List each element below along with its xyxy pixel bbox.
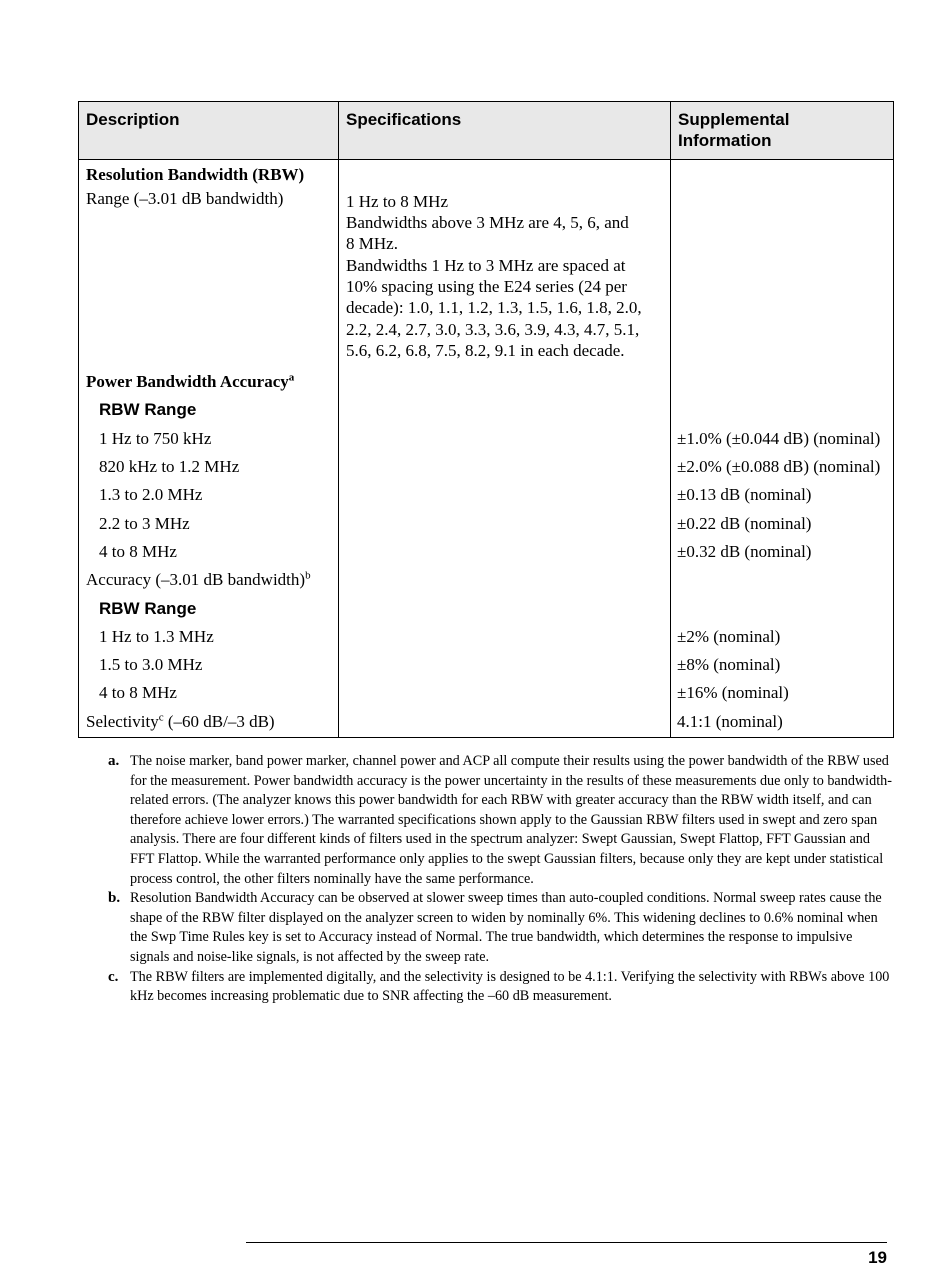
- table-row: [79, 424, 894, 452]
- footnote: [108, 968, 893, 1007]
- accuracy-heading-text: Accuracy (–3.01 dB bandwidth): [86, 570, 306, 590]
- power-bandwidth-accuracy-heading: [79, 367, 339, 395]
- footer-rule: [246, 1242, 887, 1243]
- accuracy-range: 4 to 8 MHz: [79, 678, 339, 706]
- pba-footnote-ref: a: [288, 371, 295, 384]
- footnotes: [108, 752, 893, 1007]
- specifications-table: [78, 101, 894, 738]
- table-row: [79, 565, 894, 593]
- footnote-mark: c.: [108, 968, 119, 985]
- table-row: [79, 622, 894, 650]
- table-row: [79, 650, 894, 678]
- selectivity-text: Selectivity: [86, 711, 159, 731]
- table-row: [79, 594, 894, 622]
- table-row: [79, 707, 894, 738]
- accuracy-heading: [79, 565, 339, 593]
- accuracy-value: ±8% (nominal): [671, 650, 894, 678]
- range-label: Range (–3.01 dB bandwidth): [79, 188, 339, 367]
- footnote-text: Resolution Bandwidth Accuracy can be observed at slower sweep times than auto-coupled conditions. Normal sweep rates cause the shape of the RBW filter displayed on the analyzer screen to widen by nominally 6%. This widening declines to 0.6% nominal when the Swp Time Rules key is set to Accuracy instead of Normal. The true bandwidth, which determines the response to impulsive signals and noise-like signals, is not affected by the sweep rate.: [130, 890, 882, 965]
- pba-range: 2.2 to 3 MHz: [79, 509, 339, 537]
- pba-heading-text: Power Bandwidth Accuracy: [86, 372, 289, 392]
- footnote: [108, 889, 893, 967]
- footnote-text: The noise marker, band power marker, channel power and ACP all compute their results using the power bandwidth of the RBW used for the measurement. Power bandwidth accuracy is the power uncertainty in the results of these measurements due only to bandwidth-related errors. (The analyzer knows this power bandwidth for each RBW with greater accuracy than the RBW width itself, and can therefore achieve lower errors.) The warranted specifications shown apply to the Gaussian RBW filters used in swept and zero span analysis. There are four different kinds of filters used in the spectrum analyzer: Swept Gaussian, Swept Flattop, FFT Gaussian and FFT Flattop. While the warranted performance only applies to the swept Gaussian filters, because only they are kept under statistical process control, the other filters nominally have the same performance.: [130, 753, 892, 887]
- table-row: [79, 509, 894, 537]
- table-row: [79, 160, 894, 188]
- header-specifications: Specifications: [339, 102, 671, 160]
- selectivity-label: [79, 707, 339, 738]
- accuracy-range: 1.5 to 3.0 MHz: [79, 650, 339, 678]
- header-description: Description: [79, 102, 339, 160]
- accuracy-value: ±2% (nominal): [671, 622, 894, 650]
- pba-value: ±2.0% (±0.088 dB) (nominal): [671, 452, 894, 480]
- footnote-mark: a.: [108, 753, 120, 769]
- page-number: 19: [868, 1248, 887, 1267]
- pba-value: ±0.32 dB (nominal): [671, 537, 894, 565]
- accuracy-range: 1 Hz to 1.3 MHz: [79, 622, 339, 650]
- pba-range: 4 to 8 MHz: [79, 537, 339, 565]
- table-row: [79, 367, 894, 395]
- pba-rbw-range-subheading: RBW Range: [79, 395, 339, 423]
- table-row: [79, 188, 894, 367]
- selectivity-footnote-ref: c: [158, 711, 164, 724]
- pba-range: 820 kHz to 1.2 MHz: [79, 452, 339, 480]
- pba-range: 1 Hz to 750 kHz: [79, 424, 339, 452]
- accuracy-value: ±16% (nominal): [671, 678, 894, 706]
- header-supplemental-line1: Supplemental: [678, 110, 790, 129]
- footnote-text: The RBW filters are implemented digitally, and the selectivity is designed to be 4.1:1. Verifying the selectivity with RBWs above 100 kHz becomes increasing problematic due to SNR affecting the –60 dB measurement.: [130, 968, 890, 1005]
- pba-value: ±1.0% (±0.044 dB) (nominal): [671, 424, 894, 452]
- table-row: [79, 452, 894, 480]
- accuracy-footnote-ref: b: [305, 569, 311, 582]
- selectivity-suffix: (–60 dB/–3 dB): [163, 711, 275, 731]
- header-supplemental-line2: Information: [678, 131, 772, 150]
- footnote-mark: b.: [108, 890, 121, 907]
- selectivity-value: 4.1:1 (nominal): [671, 707, 894, 738]
- range-spec: 1 Hz to 8 MHz Bandwidths above 3 MHz are 4, 5, 6, and 8 MHz. Bandwidths 1 Hz to 3 MHz are spaced at 10% spacing using the E24 series (24 per decade): 1.0, 1.1, 1.2, 1.3, 1.5, 1.6, 1.8, 2.0, 2.2, 2.4, 2.7, 3.0, 3.3, 3.6, 3.9, 4.3, 4.7, 5.1, 5.6, 6.2, 6.8, 7.5, 8.2, 9.1 in each decade.: [339, 188, 671, 367]
- table-row: [79, 395, 894, 423]
- table-header-row: [79, 102, 894, 160]
- pba-range: 1.3 to 2.0 MHz: [79, 480, 339, 508]
- accuracy-rbw-range-subheading: RBW Range: [79, 594, 339, 622]
- table-row: [79, 537, 894, 565]
- table-row: [79, 678, 894, 706]
- pba-value: ±0.22 dB (nominal): [671, 509, 894, 537]
- header-supplemental: [671, 102, 894, 160]
- footnote: [108, 752, 893, 889]
- pba-value: ±0.13 dB (nominal): [671, 480, 894, 508]
- table-row: [79, 480, 894, 508]
- rbw-heading: Resolution Bandwidth (RBW): [79, 160, 339, 188]
